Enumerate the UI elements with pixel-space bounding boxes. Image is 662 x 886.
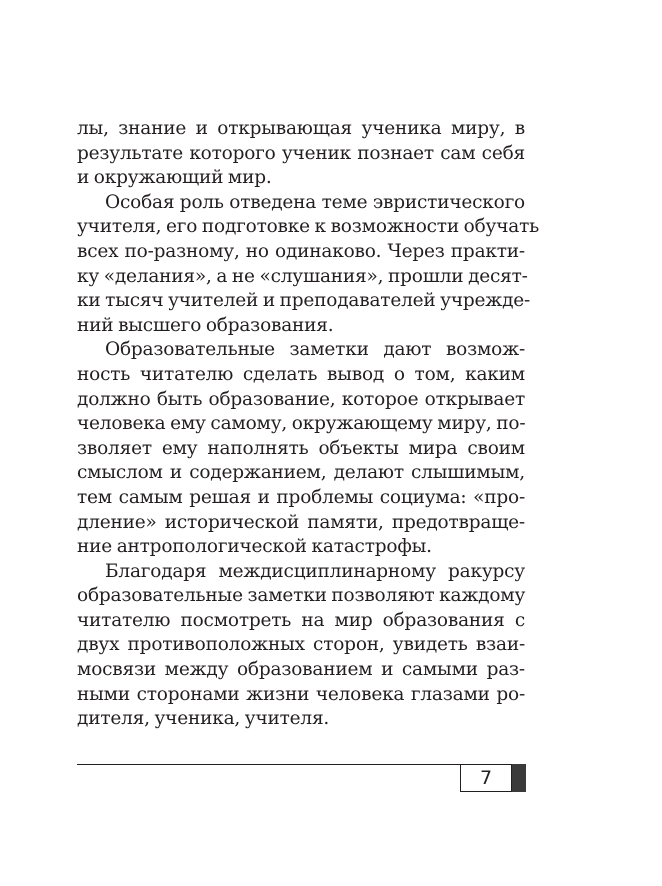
page-body (77, 117, 539, 732)
text-line: всех по-разному, но одинаково. Через практи- (77, 240, 525, 262)
text-line: результате которого ученик познает сам себя (77, 142, 525, 164)
text-line: Образовательные заметки дают возмож- (105, 339, 525, 361)
text-line: учителя, его подготовке к возможности обучать (77, 216, 539, 238)
text-line: Благодаря междисциплинарному ракурсу (105, 560, 525, 582)
text-line: дление» исторической памяти, предотвраще- (77, 511, 525, 533)
text-line: зволяет ему наполнять объекты мира своим (77, 437, 525, 459)
footer-rule (77, 764, 526, 765)
text-line: тем самым решая и проблемы социума: «про- (77, 486, 525, 508)
text-line: ку «делания», а не «слушания», прошли десят- (77, 265, 528, 287)
text-line: ными сторонами жизни человека глазами ро- (77, 683, 525, 705)
paragraph-heuristic-teacher (77, 191, 539, 339)
paragraph-continuation (77, 117, 525, 191)
text-line: ность читателю сделать вывод о том, каким (77, 363, 525, 385)
text-line: дителя, ученика, учителя. (77, 708, 330, 730)
text-line: читателю посмотреть на мир образования с (77, 609, 525, 631)
text-line: мосвязи между образованием и самыми раз- (77, 659, 525, 681)
page-tab-marker (512, 764, 526, 792)
text-line: ки тысяч учителей и преподавателей учрежде- (77, 290, 531, 312)
text-line: ние антропологической катастрофы. (77, 536, 432, 558)
text-line: Особая роль отведена теме эвристического (105, 191, 525, 213)
page-number: 7 (460, 764, 512, 792)
paragraph-interdisciplinary (77, 560, 525, 732)
text-line: должно быть образование, которое открывает (77, 388, 525, 410)
text-line: и окружающий мир. (77, 167, 272, 189)
paragraph-educational-notes (77, 338, 525, 559)
text-line: двух противоположных сторон, увидеть взаи- (77, 634, 525, 656)
text-line: ний высшего образования. (77, 314, 334, 336)
text-line: образовательные заметки позволяют каждому (77, 585, 526, 607)
text-line: лы, знание и открывающая ученика миру, в (77, 118, 525, 139)
text-line: человека ему самому, окружающему миру, по- (77, 413, 526, 435)
text-line: смыслом и содержанием, делают слышимым, (77, 462, 525, 484)
